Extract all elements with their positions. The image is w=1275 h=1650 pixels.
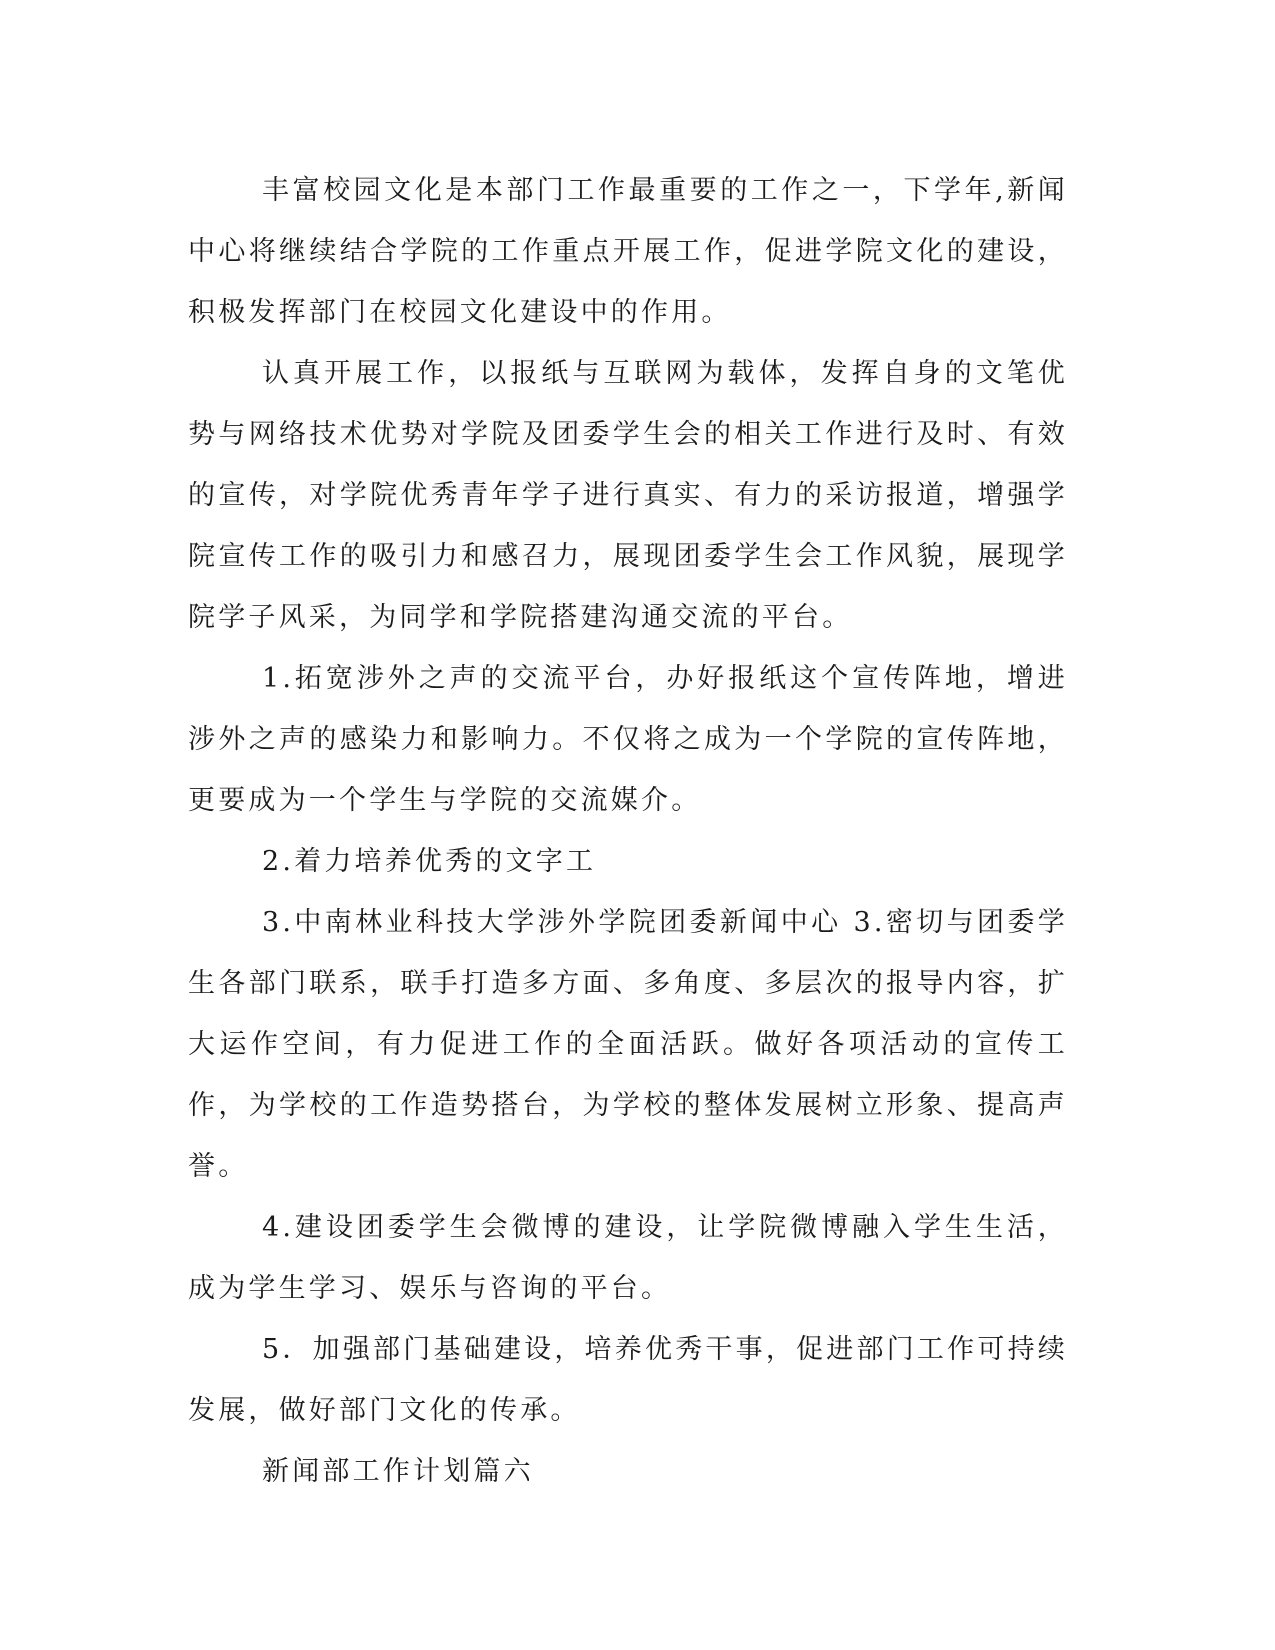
paragraph-carry-out-work: 认真开展工作，以报纸与互联网为载体，发挥自身的文笔优势与网络技术优势对学院及团委学生会的相关工作进行及时、有效的宣传，对学院优秀青年学子进行真实、有力的采访报道，增强学院宣传工作的吸引力和感召力，展现团委学生会工作风貌，展现学院学子风采，为同学和学院搭建沟通交流的平台。 <box>188 358 1068 633</box>
document-body <box>188 160 1068 1502</box>
paragraph-item-2: 2.着力培养优秀的文字工 <box>262 846 597 877</box>
paragraph-item-3: 3.中南林业科技大学涉外学院团委新闻中心 3.密切与团委学生各部门联系，联手打造多方面、多角度、多层次的报导内容，扩大运作空间，有力促进工作的全面活跃。做好各项活动的宣传工作，为学校的工作造势搭台，为学校的整体发展树立形象、提高声誉。 <box>188 907 1068 1182</box>
paragraph-item-4: 4.建设团委学生会微博的建设，让学院微博融入学生生活，成为学生学习、娱乐与咨询的平台。 <box>188 1212 1068 1304</box>
paragraph-item-1: 1.拓宽涉外之声的交流平台，办好报纸这个宣传阵地，增进涉外之声的感染力和影响力。不仅将之成为一个学院的宣传阵地，更要成为一个学生与学院的交流媒介。 <box>188 663 1068 816</box>
paragraph-item-5: 5．加强部门基础建设，培养优秀干事，促进部门工作可持续发展，做好部门文化的传承。 <box>188 1334 1068 1426</box>
section-heading: 新闻部工作计划篇六 <box>262 1456 534 1487</box>
paragraph-campus-culture: 丰富校园文化是本部门工作最重要的工作之一，下学年,新闻中心将继续结合学院的工作重点开展工作，促进学院文化的建设，积极发挥部门在校园文化建设中的作用。 <box>188 175 1068 328</box>
